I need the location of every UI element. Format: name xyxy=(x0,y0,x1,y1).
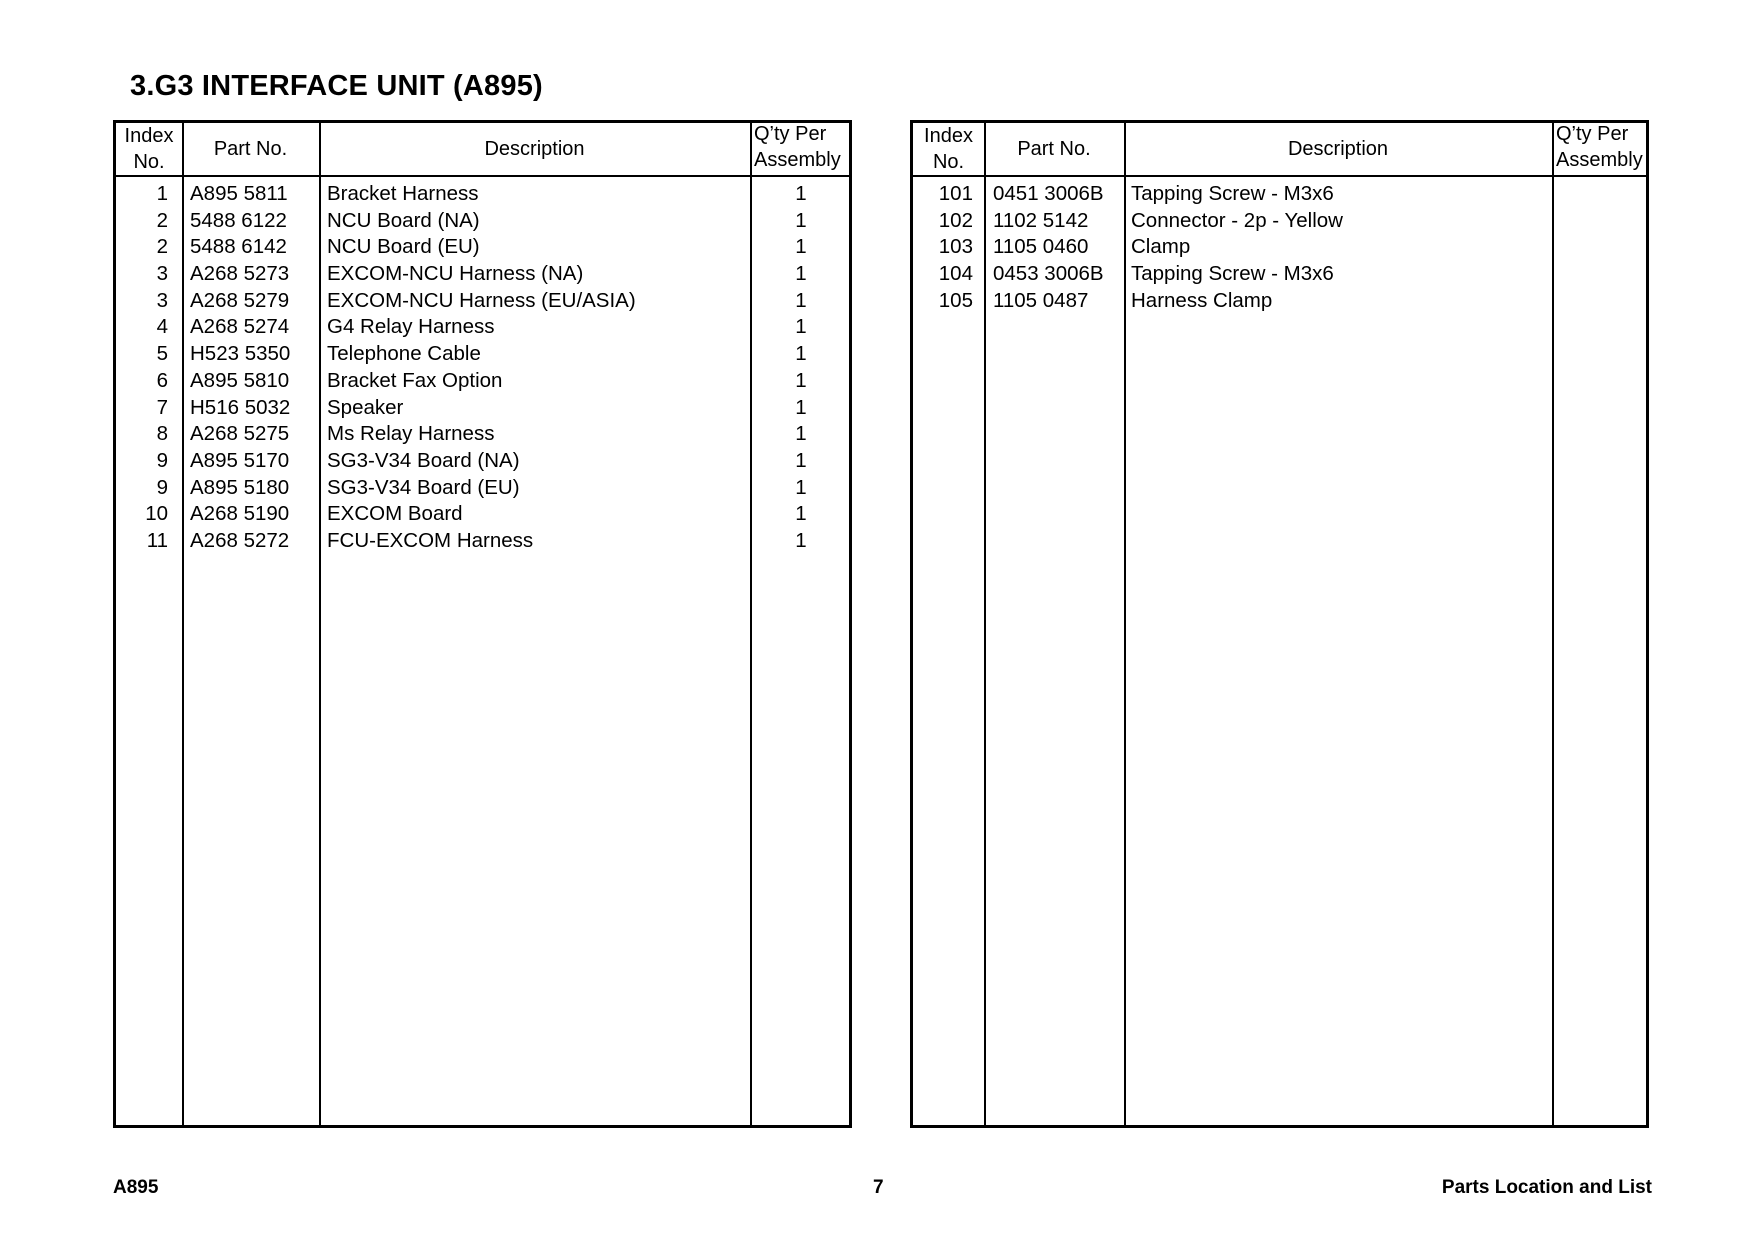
table-row xyxy=(116,475,849,502)
cell-part-no: A895 5811 xyxy=(190,182,288,205)
cell-qty: 1 xyxy=(795,315,807,339)
cell-part-no: A895 5170 xyxy=(190,448,290,472)
cell-qty: 1 xyxy=(795,288,807,312)
footer-page-number: 7 xyxy=(873,1177,884,1198)
cell-part-no: 1105 0487 xyxy=(993,288,1089,312)
cell-qty: 1 xyxy=(795,182,807,205)
cell-index: 105 xyxy=(938,288,973,312)
footer-section: Parts Location and List xyxy=(1441,1177,1652,1198)
cell-part-no: 1105 0460 xyxy=(993,235,1089,259)
cell-index: 103 xyxy=(938,235,973,259)
table-row xyxy=(116,314,849,341)
table-row xyxy=(116,448,849,475)
cell-index: 101 xyxy=(938,182,973,205)
cell-index: 9 xyxy=(156,448,168,472)
cell-index: 10 xyxy=(145,502,168,526)
cell-index: 9 xyxy=(156,475,168,499)
cell-part-no: 1102 5142 xyxy=(993,208,1089,232)
table-row xyxy=(116,421,849,448)
table-row xyxy=(913,261,1646,288)
cell-description: Tapping Screw - M3x6 xyxy=(1131,182,1334,205)
header-part-no: Part No. xyxy=(1017,138,1091,160)
cell-part-no: 0451 3006B xyxy=(993,182,1104,205)
cell-part-no: A895 5810 xyxy=(190,368,290,392)
cell-qty: 1 xyxy=(795,368,807,392)
cell-description: EXCOM-NCU Harness (NA) xyxy=(327,262,584,286)
cell-qty: 1 xyxy=(795,475,807,499)
header-part-no: Part No. xyxy=(213,138,288,160)
table-row xyxy=(116,261,849,288)
cell-part-no: 5488 6142 xyxy=(190,235,287,259)
cell-description: Ms Relay Harness xyxy=(327,422,495,446)
cell-part-no: A268 5275 xyxy=(190,422,290,446)
table-row xyxy=(116,501,849,528)
cell-part-no: 5488 6122 xyxy=(190,208,287,232)
cell-index: 3 xyxy=(156,262,168,286)
cell-part-no: A268 5274 xyxy=(190,315,290,339)
header-description: Description xyxy=(1287,138,1389,160)
cell-description: SG3-V34 Board (EU) xyxy=(327,475,520,499)
rows-left xyxy=(116,181,849,555)
cell-qty: 1 xyxy=(795,262,807,286)
cell-index: 5 xyxy=(156,342,168,366)
table-row xyxy=(913,288,1646,315)
page-title: 3.G3 INTERFACE UNIT (A895) xyxy=(130,70,543,102)
cell-qty: 1 xyxy=(795,448,807,472)
table-row xyxy=(116,368,849,395)
cell-index: 1 xyxy=(156,182,168,205)
footer-model: A895 xyxy=(113,1177,159,1198)
parts-table-right xyxy=(910,120,1649,1128)
table-row xyxy=(116,528,849,555)
cell-part-no: H523 5350 xyxy=(190,342,291,366)
rows-right xyxy=(913,181,1646,314)
cell-qty: 1 xyxy=(795,528,807,552)
table-row xyxy=(116,234,849,261)
cell-description: EXCOM Board xyxy=(327,502,463,526)
parts-table-left xyxy=(113,120,852,1128)
cell-index: 2 xyxy=(156,208,168,232)
cell-description: SG3-V34 Board (NA) xyxy=(327,448,520,472)
cell-index: 6 xyxy=(156,368,168,392)
cell-part-no: A895 5180 xyxy=(190,475,290,499)
cell-index: 102 xyxy=(938,208,973,232)
cell-description: Speaker xyxy=(327,395,404,419)
cell-index: 104 xyxy=(938,262,973,286)
header-divider xyxy=(913,175,1646,177)
cell-qty: 1 xyxy=(795,395,807,419)
header-index: Index No. xyxy=(924,125,973,173)
cell-qty: 1 xyxy=(795,422,807,446)
cell-description: Clamp xyxy=(1131,235,1191,259)
cell-description: EXCOM-NCU Harness (EU/ASIA) xyxy=(327,288,636,312)
cell-description: Bracket Fax Option xyxy=(327,368,503,392)
cell-description: Bracket Harness xyxy=(327,182,479,205)
cell-part-no: A268 5273 xyxy=(190,262,290,286)
cell-index: 8 xyxy=(156,422,168,446)
cell-index: 4 xyxy=(156,315,168,339)
cell-index: 3 xyxy=(156,288,168,312)
header-qty: Q’ty Per Assembly xyxy=(1556,123,1643,171)
cell-part-no: A268 5279 xyxy=(190,288,290,312)
header-qty: Q’ty Per Assembly xyxy=(754,123,841,171)
cell-index: 11 xyxy=(146,528,168,552)
cell-description: G4 Relay Harness xyxy=(327,315,495,339)
table-row xyxy=(116,288,849,315)
table-row xyxy=(913,181,1646,208)
cell-index: 2 xyxy=(156,235,168,259)
header-index: Index No. xyxy=(124,125,174,173)
table-row xyxy=(913,234,1646,261)
table-row xyxy=(913,208,1646,235)
cell-index: 7 xyxy=(156,395,168,419)
cell-description: NCU Board (NA) xyxy=(327,208,480,232)
cell-description: FCU-EXCOM Harness xyxy=(327,528,534,552)
cell-qty: 1 xyxy=(795,235,807,259)
cell-description: Connector - 2p - Yellow xyxy=(1131,208,1343,232)
cell-description: NCU Board (EU) xyxy=(327,235,480,259)
header-divider xyxy=(116,175,849,177)
cell-part-no: A268 5190 xyxy=(190,502,290,526)
cell-qty: 1 xyxy=(795,342,807,366)
cell-part-no: A268 5272 xyxy=(190,528,290,552)
cell-qty: 1 xyxy=(795,502,807,526)
cell-description: Telephone Cable xyxy=(327,342,481,366)
cell-description: Harness Clamp xyxy=(1131,288,1273,312)
table-row xyxy=(116,341,849,368)
cell-part-no: 0453 3006B xyxy=(993,262,1104,286)
header-description: Description xyxy=(484,138,585,160)
cell-description: Tapping Screw - M3x6 xyxy=(1131,262,1334,286)
cell-qty: 1 xyxy=(795,208,807,232)
cell-part-no: H516 5032 xyxy=(190,395,291,419)
table-row xyxy=(116,395,849,422)
table-row xyxy=(116,208,849,235)
table-row xyxy=(116,181,849,208)
